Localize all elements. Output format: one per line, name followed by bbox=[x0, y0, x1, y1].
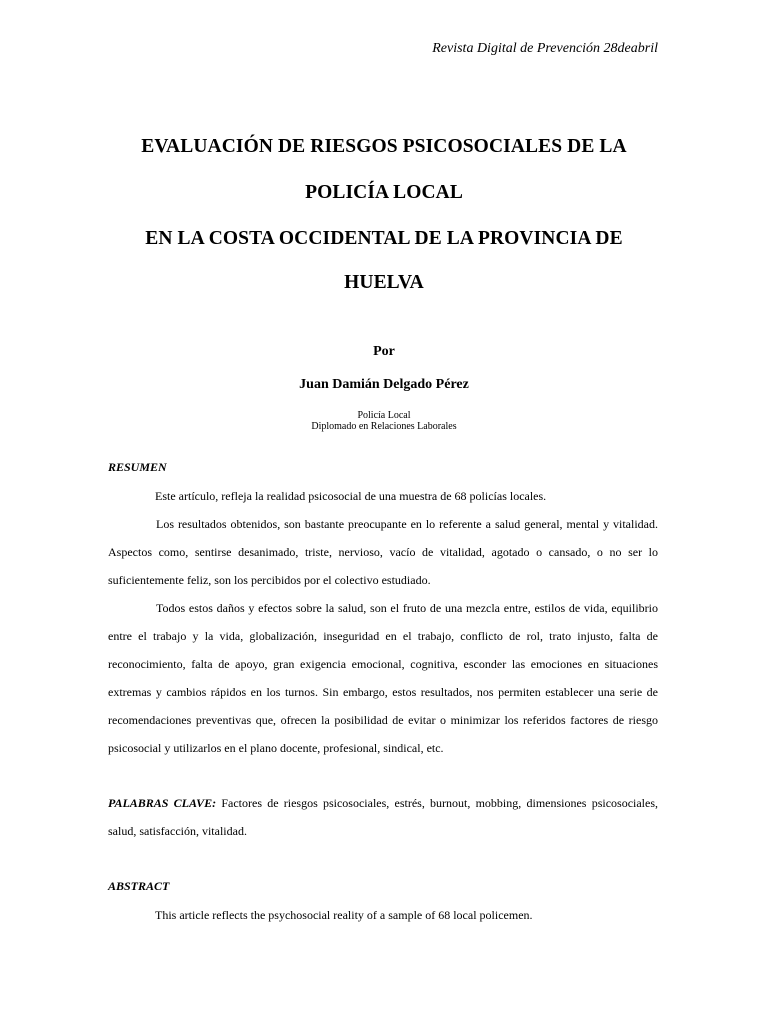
keywords-text: Factores de riesgos psicosociales, estrés, burnout, mobbing, dimensiones psicosociales, salud, satisfacción, vitalidad. bbox=[108, 796, 659, 838]
abstract-heading: ABSTRACT bbox=[108, 879, 170, 893]
title-line-2: POLICÍA LOCAL bbox=[305, 182, 463, 203]
title-line-1: EVALUACIÓN DE RIESGOS PSICOSOCIALES DE LA bbox=[141, 136, 627, 157]
affiliation-line-1: Policía Local bbox=[357, 410, 411, 421]
affiliation-line-2: Diplomado en Relaciones Laborales bbox=[311, 421, 457, 432]
title-line-3: EN LA COSTA OCCIDENTAL DE LA PROVINCIA DE bbox=[145, 228, 623, 249]
journal-header: Revista Digital de Prevención 28deabril bbox=[432, 41, 658, 56]
title-line-4: HUELVA bbox=[344, 272, 424, 293]
resumen-heading: RESUMEN bbox=[108, 460, 167, 474]
author-name: Juan Damián Delgado Pérez bbox=[299, 377, 469, 392]
byline-por: Por bbox=[373, 344, 395, 359]
keywords-label: PALABRAS CLAVE: bbox=[108, 796, 217, 810]
resumen-paragraph-2: Los resultados obtenidos, son bastante preocupante en lo referente a salud general, mental y vitalidad. Aspectos como, sentirse desanimado, triste, nervioso, vacío de vitalidad, agotado o cansado, o no ser lo suficientemente feliz, son los percibidos por el colectivo estudiado. bbox=[108, 517, 658, 587]
resumen-body bbox=[108, 482, 658, 762]
resumen-paragraph-1: Este artículo, refleja la realidad psicosocial de una muestra de 68 policías locales. bbox=[155, 489, 547, 503]
resumen-paragraph-3: Todos estos daños y efectos sobre la salud, son el fruto de una mezcla entre, estilos de vida, equilibrio entre el trabajo y la vida, globalización, inseguridad en el trabajo, conflicto de rol, trato injusto, falta de reconocimiento, falta de apoyo, gran exigencia emocional, cognitiva, esconder las emociones en situaciones extremas y cambios rápidos en los turnos. Sin embargo, estos resultados, nos permiten establecer una serie de recomendaciones preventivas que, ofrecen la posibilidad de evitar o minimizar los referidos factores de riesgo psicosocial y utilizarlos en el plano docente, profesional, sindical, etc. bbox=[108, 601, 658, 755]
abstract-paragraph-1: This article reflects the psychosocial reality of a sample of 68 local policemen. bbox=[155, 908, 533, 922]
abstract-body bbox=[108, 901, 658, 929]
keywords-block bbox=[108, 789, 658, 845]
